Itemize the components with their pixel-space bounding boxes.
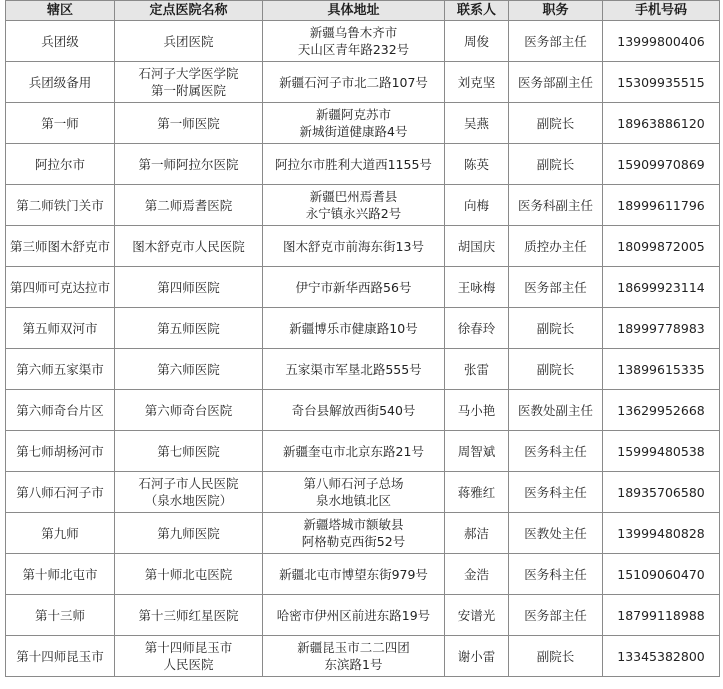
cell-phone [603,636,720,677]
cell-address [263,308,445,349]
cell-district-text: 第六师奇台片区 [16,402,104,418]
cell-title [509,62,603,103]
cell-hospital-line: 人民医院 [163,657,214,672]
cell-contact [445,226,509,267]
cell-hospital [115,513,263,554]
cell-contact-text: 张雷 [463,361,489,377]
cell-district [6,185,115,226]
cell-title [509,390,603,431]
cell-title-text: 副院长 [536,320,575,336]
cell-title [509,636,603,677]
cell-title-text: 医务部主任 [524,607,587,623]
cell-hospital [115,308,263,349]
table-row [6,431,720,472]
cell-phone [603,267,720,308]
cell-contact [445,554,509,595]
cell-district-text: 第十师北屯市 [22,566,98,582]
cell-district-text: 兵团级 [41,33,79,49]
cell-hospital [115,103,263,144]
cell-contact-text: 蒋雅红 [457,484,496,500]
cell-address-line: 泉水地镇北区 [315,493,391,508]
cell-address-line: 新城街道健康路4号 [299,124,408,139]
cell-phone-text: 15109060470 [617,566,705,582]
cell-phone-text: 18963886120 [617,115,705,131]
cell-address-line: 奇台县解放西街540号 [291,402,416,418]
cell-hospital [115,226,263,267]
cell-title [509,103,603,144]
cell-hospital-line: 第十四师昆玉市 [144,640,233,655]
cell-phone-text: 13345382800 [617,648,705,664]
designated-hospital-table [5,0,720,677]
table-row [6,513,720,554]
cell-district [6,21,115,62]
cell-phone-text: 18999611796 [617,197,705,213]
cell-district [6,472,115,513]
table-row [6,185,720,226]
cell-address [263,267,445,308]
cell-address-line: 新疆阿克苏市 [315,107,391,122]
cell-address-line: 永宁镇永兴路2号 [305,206,402,221]
header-hospital: 定点医院名称 [115,1,263,21]
cell-hospital-line: 兵团医院 [163,33,214,49]
cell-contact [445,62,509,103]
cell-hospital-line: 第十师北屯医院 [144,566,233,582]
cell-address [263,431,445,472]
header-district: 辖区 [6,1,115,21]
cell-hospital [115,267,263,308]
cell-hospital-line: 图木舒克市人民医院 [132,238,245,254]
cell-phone [603,554,720,595]
table-row [6,390,720,431]
cell-address [263,103,445,144]
cell-address-line: 哈密市伊州区前进东路19号 [276,607,431,623]
cell-district [6,390,115,431]
cell-title-text: 医务部主任 [524,33,587,49]
cell-contact-text: 胡国庆 [457,238,496,254]
cell-district [6,308,115,349]
cell-hospital [115,185,263,226]
cell-district-text: 第三师图木舒克市 [9,238,110,254]
cell-phone [603,185,720,226]
cell-district [6,103,115,144]
cell-contact [445,308,509,349]
cell-phone-text: 13999480828 [617,525,705,541]
table-row [6,62,720,103]
cell-contact [445,595,509,636]
table-row [6,554,720,595]
cell-district [6,226,115,267]
table-row [6,308,720,349]
cell-phone-text: 13999800406 [617,33,705,49]
cell-contact-text: 金浩 [463,566,489,582]
cell-district [6,431,115,472]
cell-hospital [115,21,263,62]
cell-address-line: 阿格勒克西街52号 [301,534,406,549]
cell-address-line: 新疆乌鲁木齐市 [309,25,398,40]
cell-phone-text: 15309935515 [617,74,705,90]
cell-contact-text: 谢小雷 [457,648,496,664]
table-row [6,636,720,677]
cell-district-text: 第十三师 [34,607,85,623]
cell-address-line: 天山区青年路232号 [297,42,410,57]
cell-phone [603,62,720,103]
cell-hospital [115,554,263,595]
cell-title-text: 医务部副主任 [517,74,593,90]
cell-contact-text: 安谱光 [457,607,496,623]
cell-phone [603,226,720,267]
cell-district [6,554,115,595]
cell-district-text: 第七师胡杨河市 [16,443,104,459]
cell-address-line: 新疆塔城市额敏县 [303,517,404,532]
cell-contact [445,267,509,308]
cell-address [263,185,445,226]
table-row [6,226,720,267]
cell-address-line: 新疆北屯市博望东街979号 [279,566,428,582]
cell-contact-text: 周智斌 [457,443,496,459]
cell-hospital [115,62,263,103]
cell-address-line: 东滨路1号 [324,657,383,672]
cell-title-text: 医教处主任 [524,525,587,541]
cell-hospital-line: 第十三师红星医院 [138,607,239,623]
cell-address [263,62,445,103]
cell-address [263,390,445,431]
cell-title-text: 医教处副主任 [517,402,593,418]
cell-hospital [115,636,263,677]
cell-district-text: 兵团级备用 [28,74,92,90]
cell-phone [603,308,720,349]
cell-contact [445,431,509,472]
cell-district [6,267,115,308]
cell-hospital-line: 第七师医院 [157,443,220,459]
cell-hospital [115,349,263,390]
table-row [6,595,720,636]
cell-phone [603,513,720,554]
cell-hospital-line: 第五师医院 [157,320,220,336]
cell-hospital-line: 第四师医院 [157,279,220,295]
cell-title-text: 副院长 [536,115,575,131]
cell-address-line: 图木舒克市前海东街13号 [283,238,424,254]
cell-phone-text: 15909970869 [617,156,705,172]
cell-contact-text: 陈英 [463,156,489,172]
cell-hospital-line: 石河子市人民医院 [138,476,239,491]
cell-phone-text: 18799118988 [617,607,705,623]
cell-address [263,472,445,513]
cell-district-text: 第一师 [41,115,79,131]
cell-address [263,226,445,267]
cell-contact [445,349,509,390]
cell-district [6,636,115,677]
header-row [6,1,720,21]
cell-contact [445,21,509,62]
cell-phone [603,103,720,144]
cell-hospital [115,431,263,472]
cell-title [509,144,603,185]
cell-address [263,554,445,595]
table-row [6,21,720,62]
cell-phone [603,595,720,636]
cell-address-line: 伊宁市新华西路56号 [295,279,412,295]
cell-contact-text: 向梅 [463,197,489,213]
cell-hospital-line: 第六师医院 [157,361,220,377]
cell-district-text: 阿拉尔市 [34,156,85,172]
cell-contact-text: 马小艳 [457,402,496,418]
hospital-table-container [5,0,719,677]
cell-title [509,21,603,62]
cell-hospital [115,144,263,185]
cell-hospital-line: 第六师奇台医院 [144,402,233,418]
cell-district-text: 第四师可克达拉市 [9,279,110,295]
cell-title-text: 副院长 [536,648,575,664]
cell-district-text: 第九师 [41,525,79,541]
cell-title-text: 医务科副主任 [517,197,593,213]
cell-district-text: 第五师双河市 [22,320,98,336]
cell-title [509,595,603,636]
cell-title [509,472,603,513]
cell-address-line: 新疆奎屯市北京东路21号 [283,443,424,459]
cell-address-line: 五家渠市军垦北路555号 [285,361,422,377]
cell-contact-text: 郝洁 [463,525,489,541]
cell-title-text: 医务部主任 [524,279,587,295]
cell-contact [445,185,509,226]
cell-address [263,595,445,636]
cell-district-text: 第二师铁门关市 [16,197,104,213]
table-row [6,472,720,513]
cell-phone-text: 15999480538 [617,443,705,459]
cell-title [509,308,603,349]
cell-address-line: 新疆巴州焉耆县 [309,189,398,204]
cell-hospital-line: （泉水地医院） [144,493,233,508]
cell-address [263,636,445,677]
cell-contact-text: 刘克坚 [457,74,496,90]
cell-hospital [115,390,263,431]
cell-address-line: 新疆石河子市北二路107号 [279,74,428,90]
header-phone: 手机号码 [603,1,720,21]
cell-hospital-line: 第二师焉耆医院 [144,197,233,213]
cell-address-line: 新疆昆玉市二二四团 [297,640,410,655]
cell-hospital-line: 第一师阿拉尔医院 [138,156,239,172]
cell-title [509,513,603,554]
cell-phone [603,390,720,431]
cell-hospital-line: 第一师医院 [157,115,220,131]
cell-contact-text: 徐春玲 [457,320,496,336]
cell-title [509,554,603,595]
cell-title [509,226,603,267]
cell-phone [603,21,720,62]
cell-title-text: 质控办主任 [524,238,587,254]
cell-phone [603,472,720,513]
cell-district-text: 第十四师昆玉市 [16,648,104,664]
cell-title-text: 副院长 [536,156,575,172]
cell-district-text: 第八师石河子市 [16,484,104,500]
cell-district [6,144,115,185]
cell-address-line: 第八师石河子总场 [303,476,404,491]
cell-phone-text: 13899615335 [617,361,705,377]
cell-hospital [115,595,263,636]
cell-hospital-line: 石河子大学医学院 [138,66,239,81]
table-row [6,144,720,185]
cell-address-line: 阿拉尔市胜利大道西1155号 [275,156,432,172]
cell-phone [603,144,720,185]
cell-address [263,21,445,62]
cell-address [263,349,445,390]
cell-phone-text: 18999778983 [617,320,705,336]
cell-contact [445,390,509,431]
cell-address [263,144,445,185]
table-body [6,21,720,677]
cell-contact-text: 吴燕 [463,115,489,131]
cell-hospital [115,472,263,513]
cell-phone-text: 18699923114 [617,279,705,295]
cell-address [263,513,445,554]
cell-district-text: 第六师五家渠市 [16,361,104,377]
cell-title-text: 副院长 [536,361,575,377]
cell-phone [603,431,720,472]
cell-address-line: 新疆博乐市健康路10号 [289,320,418,336]
cell-title-text: 医务科主任 [524,443,587,459]
table-row [6,267,720,308]
table-row [6,349,720,390]
cell-title-text: 医务科主任 [524,484,587,500]
cell-title [509,349,603,390]
cell-district [6,349,115,390]
cell-contact [445,513,509,554]
cell-contact [445,472,509,513]
cell-contact-text: 王咏梅 [457,279,496,295]
cell-contact [445,144,509,185]
cell-title [509,185,603,226]
cell-phone [603,349,720,390]
table-header [6,1,720,21]
cell-contact-text: 周俊 [463,33,489,49]
cell-phone-text: 18935706580 [617,484,705,500]
cell-contact [445,636,509,677]
header-contact: 联系人 [445,1,509,21]
cell-contact [445,103,509,144]
cell-district [6,62,115,103]
cell-phone-text: 13629952668 [617,402,705,418]
cell-title [509,431,603,472]
cell-hospital-line: 第九师医院 [157,525,220,541]
header-title: 职务 [509,1,603,21]
cell-title [509,267,603,308]
cell-hospital-line: 第一附属医院 [150,83,226,98]
table-row [6,103,720,144]
cell-district [6,595,115,636]
header-address: 具体地址 [263,1,445,21]
cell-phone-text: 18099872005 [617,238,705,254]
cell-title-text: 医务科主任 [524,566,587,582]
cell-district [6,513,115,554]
